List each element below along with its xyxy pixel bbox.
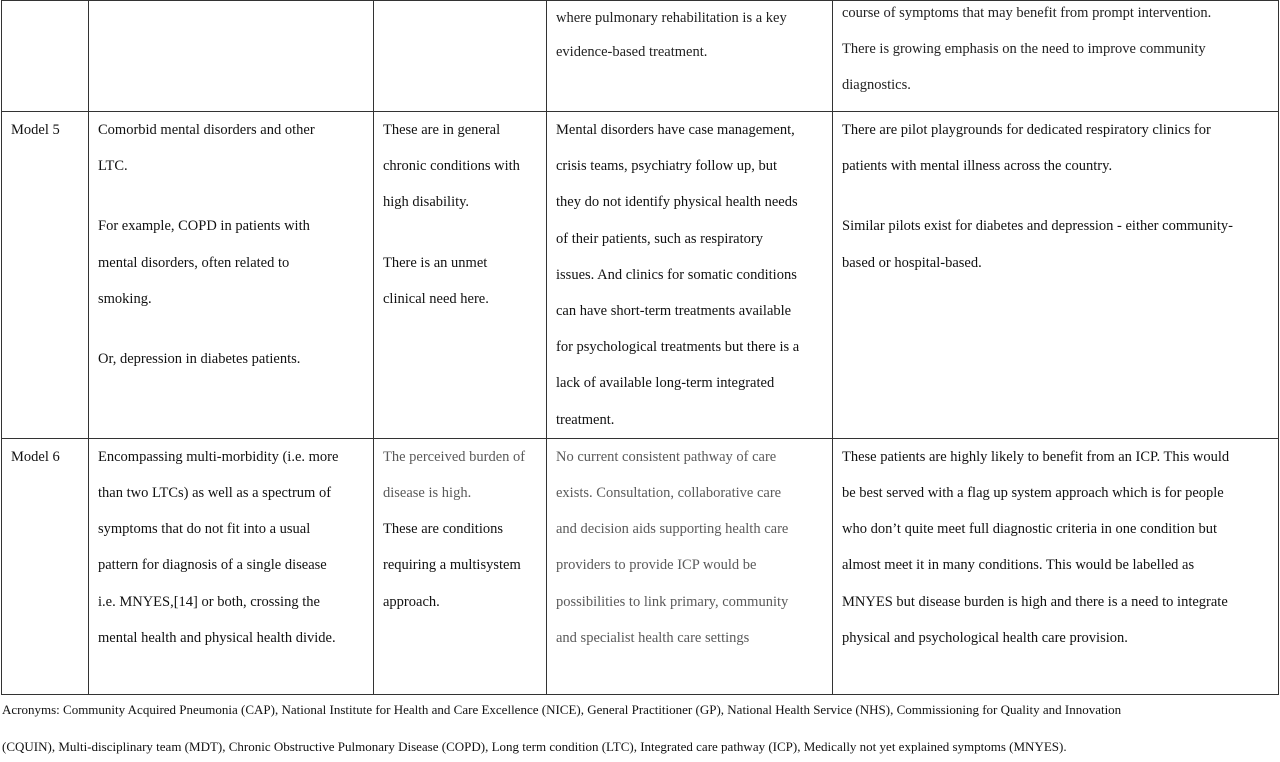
text-line: For example, COPD in patients with bbox=[98, 218, 310, 235]
text-line: they do not identify physical health needs bbox=[556, 194, 798, 211]
text-line: There is an unmet bbox=[383, 254, 488, 271]
cell-current-care bbox=[547, 112, 833, 439]
text-line: almost meet it in many conditions. This would be labelled as bbox=[842, 557, 1195, 574]
text-line: course of symptoms that may benefit from prompt intervention. bbox=[842, 5, 1212, 21]
cell-current-care-continued bbox=[547, 1, 833, 112]
text-line: Mental disorders have case management, bbox=[556, 122, 795, 138]
text-line: evidence-based treatment. bbox=[556, 44, 708, 60]
text-line: where pulmonary rehabilitation is a key bbox=[556, 10, 787, 26]
text-line: smoking. bbox=[98, 290, 152, 307]
text-line: issues. And clinics for somatic conditions bbox=[556, 266, 797, 283]
text-line: and decision aids supporting health care bbox=[556, 521, 789, 538]
paragraph bbox=[98, 208, 365, 317]
cell-description-empty bbox=[89, 1, 374, 112]
text-line: Similar pilots exist for diabetes and depression - either community- bbox=[842, 218, 1234, 235]
text-line: high disability. bbox=[383, 194, 470, 211]
text-line: lack of available long-term integrated bbox=[556, 375, 775, 392]
table-row-model-5 bbox=[2, 112, 1279, 439]
cell-comments bbox=[833, 438, 1279, 694]
acronyms-footnote bbox=[2, 694, 1278, 762]
text-line: i.e. MNYES,[14] or both, crossing the bbox=[98, 593, 320, 610]
text-line: patients with mental illness across the country. bbox=[842, 158, 1113, 175]
cell-need bbox=[374, 112, 547, 439]
text-line: chronic conditions with bbox=[383, 158, 520, 175]
paragraph bbox=[383, 112, 538, 221]
model-6-label: Model 6 bbox=[11, 448, 60, 465]
cell-model-empty bbox=[2, 1, 89, 112]
text-line: providers to provide ICP would be bbox=[556, 557, 757, 574]
paragraph bbox=[98, 341, 365, 377]
cell-comments bbox=[833, 112, 1279, 439]
cell-comments-continued bbox=[833, 1, 1279, 112]
text-line: These are in general bbox=[383, 122, 501, 138]
text-line: Comorbid mental disorders and other bbox=[98, 122, 315, 138]
text-line: There is growing emphasis on the need to improve community bbox=[842, 41, 1206, 57]
model-5-label: Model 5 bbox=[11, 122, 60, 138]
text-line: Encompassing multi-morbidity (i.e. more bbox=[98, 448, 339, 465]
paragraph bbox=[842, 208, 1270, 280]
cell-current-care bbox=[547, 438, 833, 694]
text-line: exists. Consultation, collaborative care bbox=[556, 485, 782, 502]
table-row-model-6 bbox=[2, 438, 1279, 694]
text-line: and specialist health care settings bbox=[556, 629, 750, 646]
text-line: mental health and physical health divide. bbox=[98, 629, 336, 646]
text-line: of their patients, such as respiratory bbox=[556, 230, 763, 247]
text-line: physical and psychological health care provision. bbox=[842, 629, 1128, 646]
models-table bbox=[1, 0, 1279, 695]
text-line: who don’t quite meet full diagnostic criteria in one condition but bbox=[842, 521, 1218, 538]
text-line: There are pilot playgrounds for dedicated respiratory clinics for bbox=[842, 122, 1211, 138]
text-line: requiring a multisystem bbox=[383, 557, 521, 574]
text-line: can have short-term treatments available bbox=[556, 303, 792, 320]
paragraph bbox=[383, 245, 538, 317]
cell-need bbox=[374, 438, 547, 694]
text-line: pattern for diagnosis of a single disease bbox=[98, 557, 327, 574]
paragraph bbox=[842, 112, 1270, 184]
text-line: The perceived burden of bbox=[383, 448, 526, 465]
text-line: diagnostics. bbox=[842, 77, 911, 93]
cell-need-empty bbox=[374, 1, 547, 112]
text-line: be best served with a flag up system approach which is for people bbox=[842, 485, 1224, 502]
table-row-continued bbox=[2, 1, 1279, 112]
text-line: mental disorders, often related to bbox=[98, 254, 290, 271]
text-line: treatment. bbox=[556, 411, 615, 428]
cell-description bbox=[89, 112, 374, 439]
text-line: clinical need here. bbox=[383, 290, 489, 307]
text-line: These patients are highly likely to benefit from an ICP. This would bbox=[842, 448, 1230, 465]
paragraph bbox=[98, 112, 365, 184]
cell-description bbox=[89, 438, 374, 694]
footnote-line: (CQUIN), Multi-disciplinary team (MDT), Chronic Obstructive Pulmonary Disease (COPD), Long term condition (LTC), Integrated care pathway (ICP), Medically not yet explained symptoms (MNYES). bbox=[2, 739, 1067, 754]
text-line: Or, depression in diabetes patients. bbox=[98, 351, 301, 368]
text-line: for psychological treatments but there is a bbox=[556, 339, 800, 356]
text-line: than two LTCs) as well as a spectrum of bbox=[98, 485, 332, 502]
text-line: MNYES but disease burden is high and there is a need to integrate bbox=[842, 593, 1228, 610]
cell-model-label bbox=[2, 112, 89, 439]
text-line: possibilities to link primary, community bbox=[556, 593, 789, 610]
text-line: These are conditions bbox=[383, 521, 503, 538]
cell-model-label bbox=[2, 438, 89, 694]
text-line: based or hospital-based. bbox=[842, 254, 982, 271]
text-line: crisis teams, psychiatry follow up, but bbox=[556, 158, 778, 175]
text-line: No current consistent pathway of care bbox=[556, 448, 777, 465]
text-line: LTC. bbox=[98, 158, 128, 175]
footnote-line: Acronyms: Community Acquired Pneumonia (CAP), National Institute for Health and Care Excellence (NICE), General Practitioner (GP), National Health Service (NHS), Commissioning for Quality and Innovation bbox=[2, 702, 1122, 717]
text-line: approach. bbox=[383, 593, 440, 610]
text-line: disease is high. bbox=[383, 485, 472, 502]
text-line: symptoms that do not fit into a usual bbox=[98, 521, 311, 538]
